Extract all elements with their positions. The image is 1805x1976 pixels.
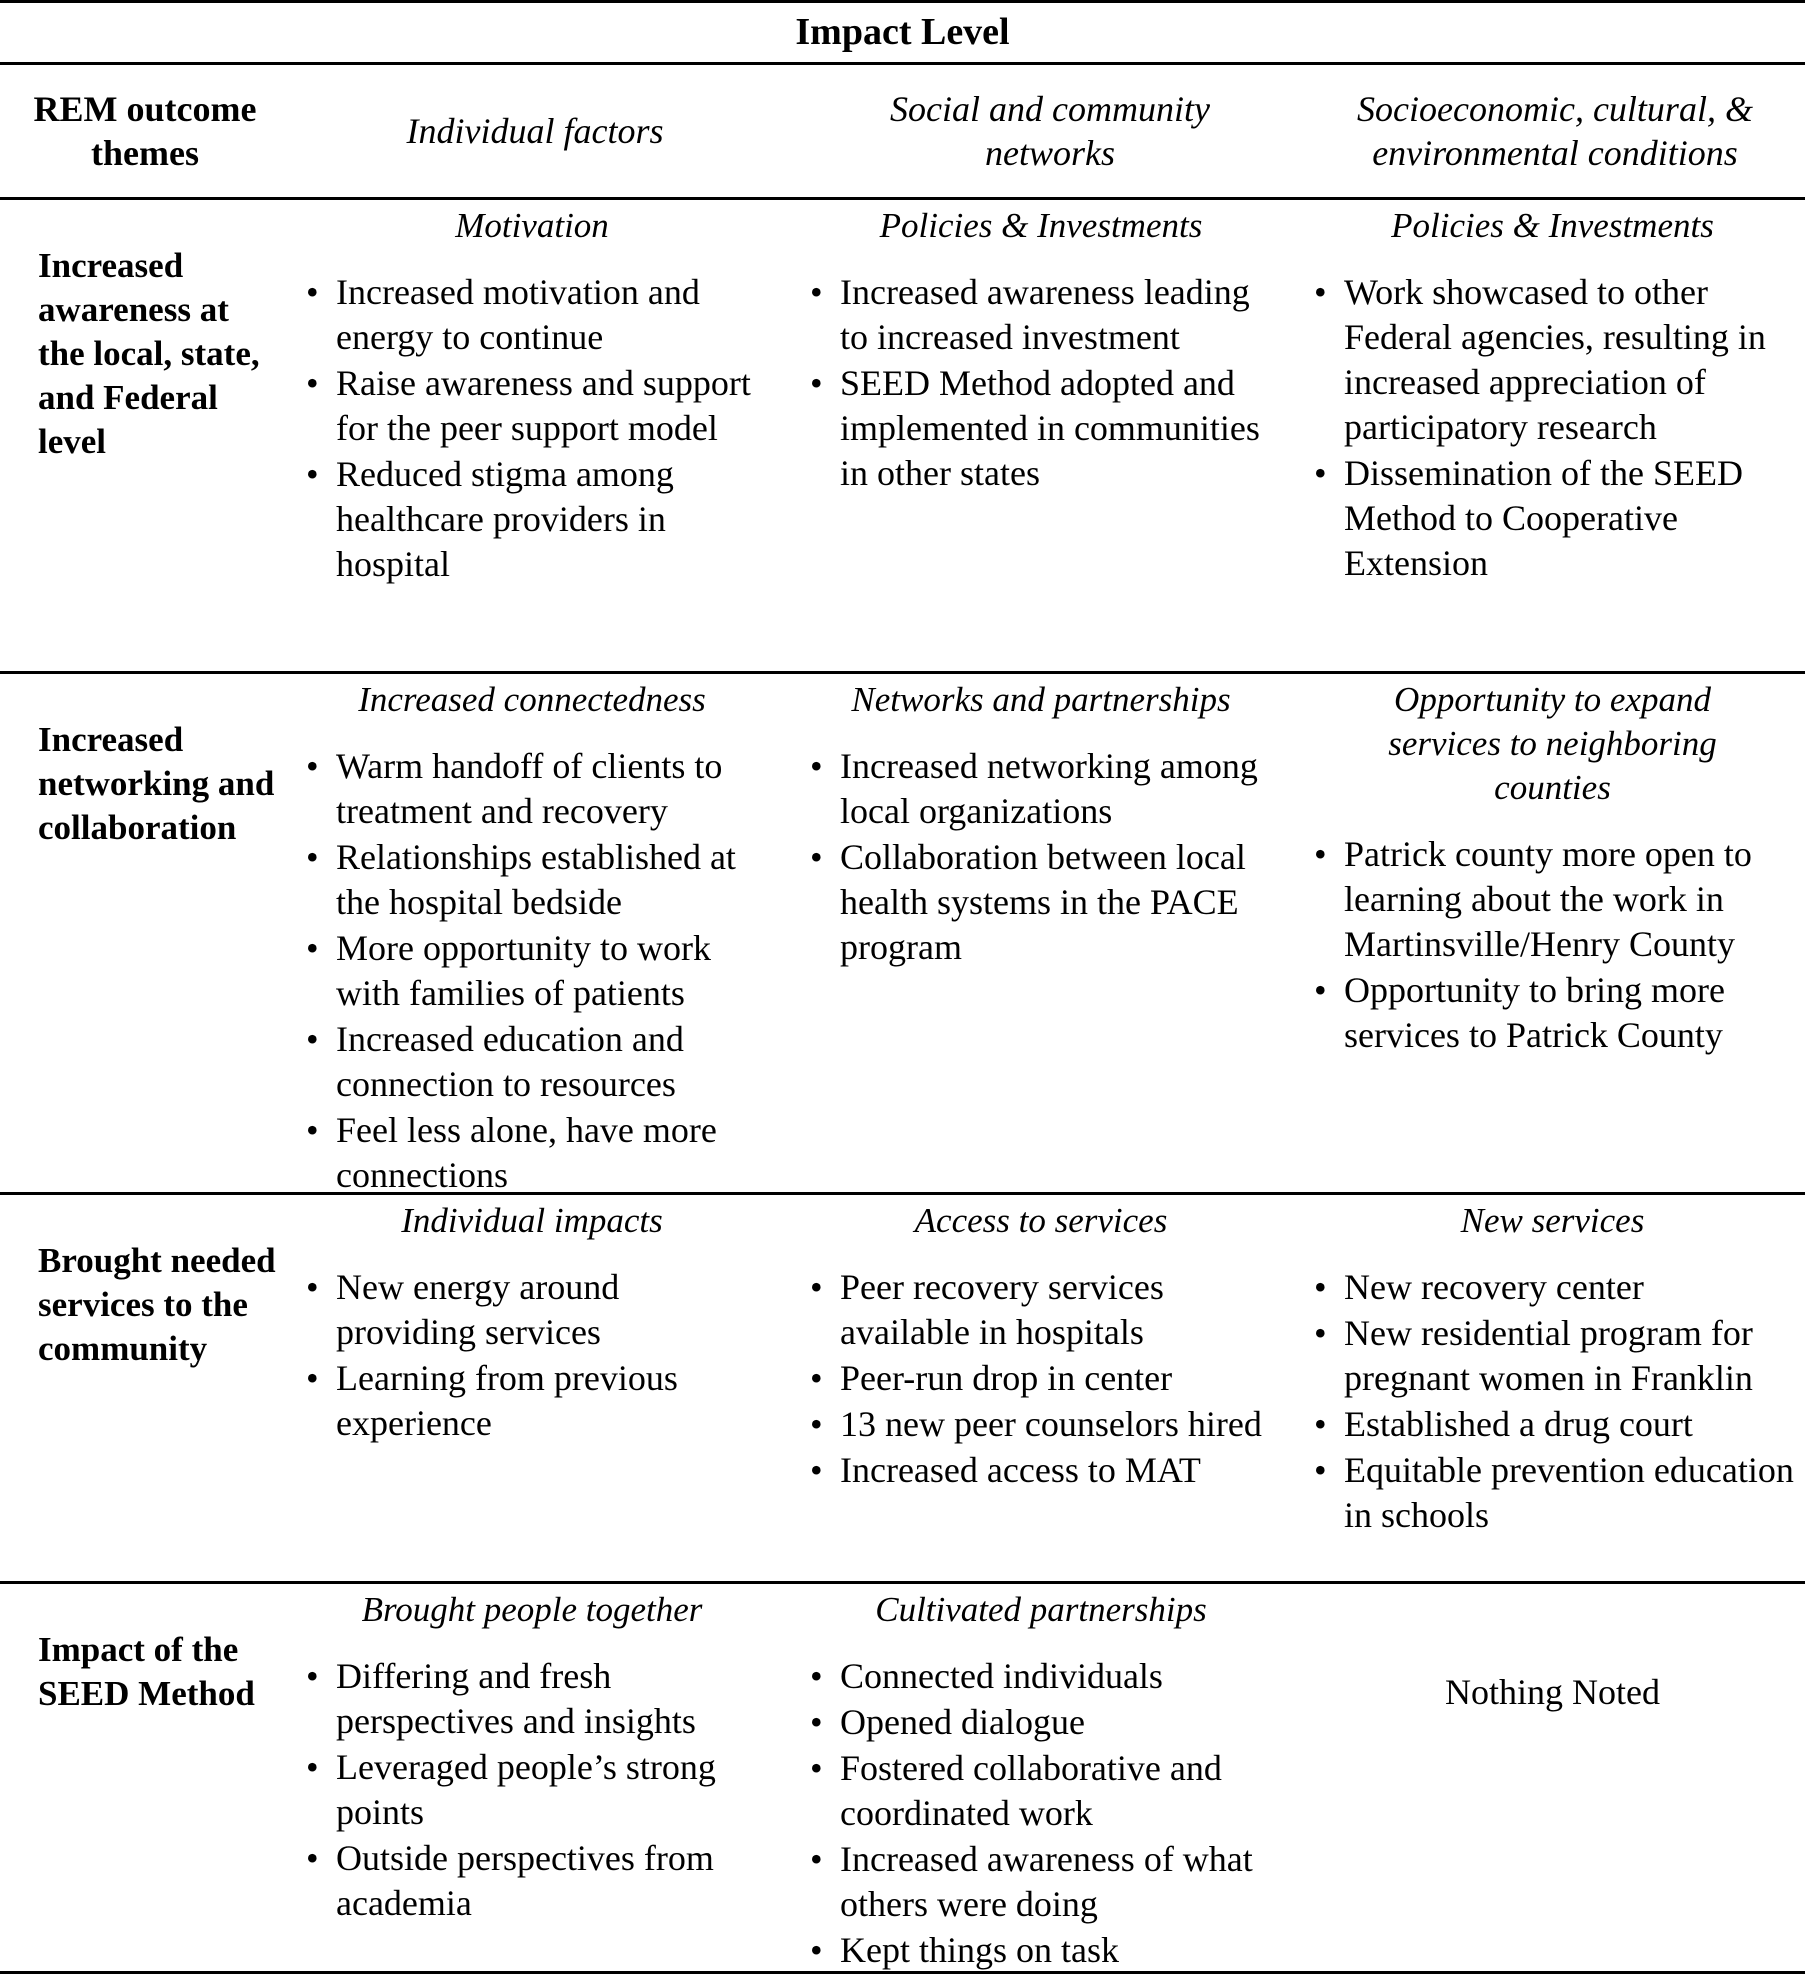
bullet-list [806, 744, 1276, 970]
cell-socioeconomic [1310, 204, 1795, 587]
list-item: • Outside perspectives from academia [302, 1836, 762, 1926]
bullet-list [302, 744, 762, 1198]
cell-subhead: Motivation [455, 206, 609, 245]
list-item: • New energy around providing services [302, 1265, 762, 1355]
list-item: • Increased education and connection to resources [302, 1017, 762, 1107]
list-item: • Peer-run drop in center [806, 1356, 1276, 1401]
row-divider-3 [0, 1581, 1805, 1584]
list-item: • Relationships established at the hospital bedside [302, 835, 762, 925]
bullet-list [806, 270, 1276, 496]
cell-subhead: Policies & Investments [879, 206, 1203, 245]
row-divider-2 [0, 1192, 1805, 1195]
cell-individual [302, 1588, 762, 1927]
table-row [0, 204, 1805, 669]
cell-subhead: Brought people together [361, 1590, 703, 1629]
list-item: • Warm handoff of clients to treatment and recovery [302, 744, 762, 834]
table-row [0, 1588, 1805, 1970]
cell-individual [302, 1199, 762, 1447]
bullet-list [1310, 832, 1795, 1058]
bullet-list [302, 1265, 762, 1446]
list-item: • Increased awareness of what others were doing [806, 1837, 1276, 1927]
row-divider-1 [0, 671, 1805, 674]
header-theme: REM outcome themes [33, 88, 257, 173]
cell-social [806, 1199, 1276, 1494]
list-item: • New residential program for pregnant women in Franklin [1310, 1311, 1795, 1401]
cell-subhead: Access to services [914, 1201, 1168, 1240]
cell-socioeconomic [1310, 678, 1795, 1059]
list-item: • Opportunity to bring more services to Patrick County [1310, 968, 1795, 1058]
row-theme: Impact of the SEED Method [38, 1630, 255, 1713]
list-item: • Patrick county more open to learning about the work in Martinsville/Henry County [1310, 832, 1795, 967]
list-item: • Established a drug court [1310, 1402, 1795, 1447]
list-item: • Increased access to MAT [806, 1448, 1276, 1493]
table-title: Impact Level [795, 10, 1010, 53]
list-item: • Connected individuals [806, 1654, 1276, 1699]
list-item: • Increased networking among local organizations [806, 744, 1276, 834]
header-socioeconomic: Socioeconomic, cultural, & environmental conditions [1357, 88, 1753, 173]
list-item: • Increased awareness leading to increased investment [806, 270, 1276, 360]
row-theme: Increased awareness at the local, state, and Federal level [38, 246, 260, 461]
cell-subhead: Networks and partnerships [851, 680, 1231, 719]
bullet-list [302, 270, 762, 587]
cell-subhead: Cultivated partnerships [875, 1590, 1207, 1629]
bullet-list [1310, 1265, 1795, 1538]
header-row [0, 63, 1805, 198]
cell-social [806, 1588, 1276, 1974]
cell-social [806, 204, 1276, 497]
list-item: • Leveraged people’s strong points [302, 1745, 762, 1835]
header-individual-factors: Individual factors [406, 110, 664, 151]
cell-social [806, 678, 1276, 971]
bullet-list [1310, 270, 1795, 586]
list-item: • 13 new peer counselors hired [806, 1402, 1276, 1447]
cell-subhead: Increased connectedness [358, 680, 706, 719]
bullet-list [806, 1265, 1276, 1493]
list-item: • Equitable prevention education in schools [1310, 1448, 1795, 1538]
cell-socioeconomic [1310, 1199, 1795, 1539]
list-item: • Reduced stigma among healthcare providers in hospital [302, 452, 762, 587]
cell-subhead: Individual impacts [401, 1201, 663, 1240]
cell-subhead: New services [1460, 1201, 1645, 1240]
list-item: • Collaboration between local health systems in the PACE program [806, 835, 1276, 970]
list-item: • Fostered collaborative and coordinated work [806, 1746, 1276, 1836]
list-item: • Differing and fresh perspectives and insights [302, 1654, 762, 1744]
row-theme: Brought needed services to the community [38, 1241, 276, 1368]
list-item: • Feel less alone, have more connections [302, 1108, 762, 1198]
list-item: • Peer recovery services available in hospitals [806, 1265, 1276, 1355]
nothing-noted-text: Nothing Noted [1445, 1672, 1660, 1712]
list-item: • SEED Method adopted and implemented in communities in other states [806, 361, 1276, 496]
list-item: • Dissemination of the SEED Method to Cooperative Extension [1310, 451, 1795, 586]
table-row [0, 1199, 1805, 1579]
list-item: • Kept things on task [806, 1928, 1276, 1973]
bullet-list [806, 1654, 1276, 1973]
table-row [0, 678, 1805, 1195]
list-item: • Raise awareness and support for the peer support model [302, 361, 762, 451]
bullet-list [302, 1654, 762, 1926]
cell-subhead: Policies & Investments [1391, 206, 1714, 245]
cell-socioeconomic [1310, 1670, 1795, 1715]
cell-individual [302, 204, 762, 588]
header-social-community: Social and community networks [890, 88, 1210, 173]
cell-subhead: Opportunity to expand services to neighboring counties [1388, 680, 1717, 807]
list-item: • More opportunity to work with families of patients [302, 926, 762, 1016]
list-item: • Work showcased to other Federal agencies, resulting in increased appreciation of participatory research [1310, 270, 1795, 450]
list-item: • Increased motivation and energy to continue [302, 270, 762, 360]
list-item: • Opened dialogue [806, 1700, 1276, 1745]
row-theme: Increased networking and collaboration [38, 720, 275, 847]
cell-individual [302, 678, 762, 1199]
list-item: • Learning from previous experience [302, 1356, 762, 1446]
list-item: • New recovery center [1310, 1265, 1795, 1310]
